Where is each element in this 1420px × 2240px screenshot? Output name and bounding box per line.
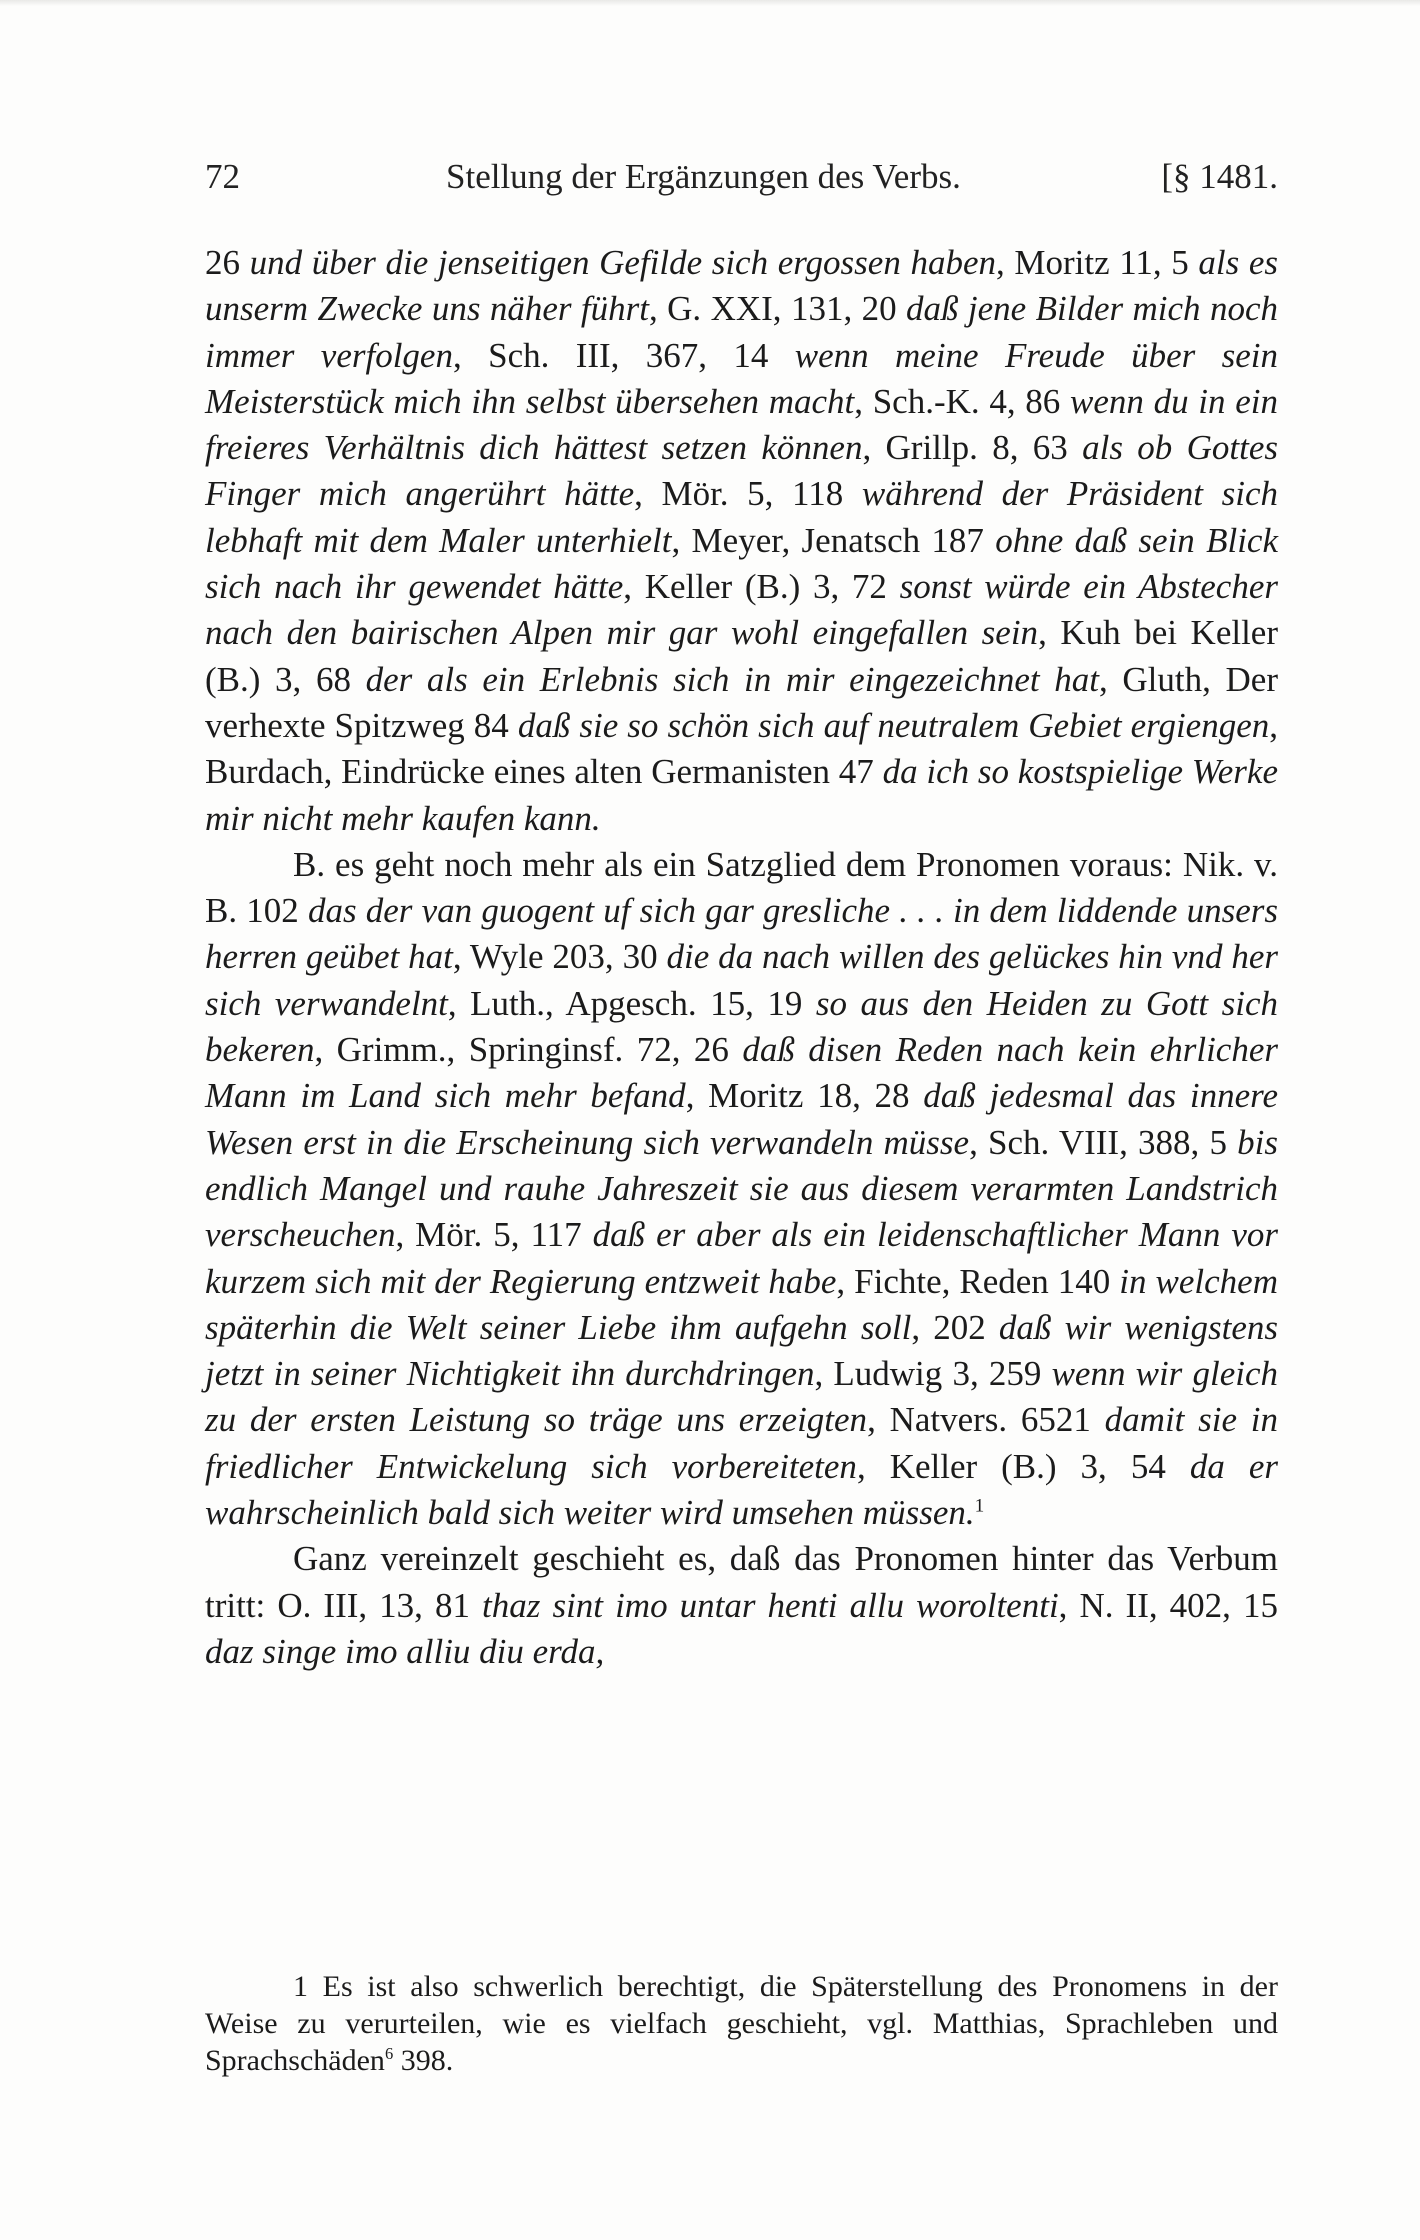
example-quote: da ich so kostspielige Werke mir nicht mehr kaufen kann. [205,752,1278,838]
text-run: , Sch. VIII, 388, 5 [969,1122,1238,1162]
text-run: , N. II, 402, 15 [1058,1585,1278,1625]
footnote-body: Es ist also schwerlich berechtigt, die Späterstellung des Pronomens in der Weise zu verurteilen, wie es vielfach geschieht, vgl. Matthias, Sprachleben und Sprachschäden [205,1970,1278,2077]
example-quote: während der Präsident sich lebhaft mit dem Maler unterhielt [205,474,1279,560]
example-quote: da er wahrscheinlich bald sich weiter wird umsehen müssen. [205,1446,1278,1533]
text-run: , Keller (B.) 3, 54 [856,1446,1190,1486]
paragraph-3 [205,1536,1278,1675]
example-quote: die da nach willen des gelückes hin vnd her sich verwandelnt [205,937,1279,1023]
text-run: , 202 [911,1307,999,1347]
text-run: , Sch. III, 367, 14 [452,335,795,375]
example-quote: bis endlich Mangel und rauhe Jahreszeit sie aus diesem verarmten Landstrich verscheuchen [205,1122,1278,1255]
example-quote: thaz sint imo untar henti allu woroltenti [482,1585,1059,1625]
text-run: , Keller (B.) 3, 72 [623,567,900,607]
scan-edge [0,0,1420,6]
example-quote: sonst würde ein Abstecher nach den bairischen Alpen mir gar wohl eingefallen sein [205,567,1278,653]
text-run: , Moritz 18, 28 [685,1076,924,1116]
example-quote: daß jene Bilder mich noch immer verfolgen [205,289,1278,375]
footnote [205,1968,1278,2079]
text-run: , Sch.-K. 4, 86 [854,381,1070,421]
text-run: 26 [205,243,250,282]
text-run: , Wyle 203, 30 [452,937,667,977]
text-run: , Fichte, Reden 140 [836,1261,1120,1301]
example-quote: das der van guogent uf sich gar gresliche . . . in dem liddende unsers herren geübet hat [205,891,1278,977]
footnote-marker: 1 [293,1970,308,2003]
text-run: , Luth., Apgesch. 15, 19 [447,983,816,1023]
text-run: , Grimm., Springinsf. 72, 26 [314,1030,743,1070]
edition-number: 6 [384,2044,394,2063]
example-quote: in welchem späterhin die Welt seiner Liebe ihm aufgehn soll [205,1261,1278,1347]
paragraph-1 [205,240,1278,842]
example-quote: daß er aber als ein leidenschaftlicher Mann vor kurzem sich mit der Regierung entzweit habe [205,1215,1279,1301]
text-run: , Natvers. 6521 [867,1400,1105,1440]
main-text [205,240,1278,1675]
example-quote: wenn du in ein freieres Verhältnis dich hättest setzen können [205,381,1278,468]
text-run: , Meyer, Jenatsch 187 [671,520,996,560]
example-quote: ohne daß sein Blick sich nach ihr gewendet hätte [205,520,1278,607]
text-run: , G. XXI, 131, 20 [648,289,907,329]
running-title: Stellung der Ergänzungen des Verbs. [446,157,961,196]
example-quote: als es unserm Zwecke uns näher führt [205,243,1278,329]
footnote-text [205,1968,1278,2079]
text-run: Ganz vereinzelt geschieht es, daß das Pronomen hinter das Verbum tritt: O. III, 13, 81 [205,1539,1278,1625]
text-run: , Mör. 5, 118 [634,474,862,514]
page-number: 72 [205,157,240,196]
footnote-ref: 1 [974,1495,985,1517]
example-quote: wenn wir gleich zu der ersten Leistung so träge uns erzeigten [205,1354,1278,1440]
footnote-page: 398. [393,2044,454,2077]
example-quote: daß sie so schön sich auf neutralem Gebiet ergiengen [517,705,1270,745]
text-run: , Moritz 11, 5 [995,243,1199,282]
text-run: , Kuh bei Keller (B.) 3, 68 [205,613,1278,699]
example-quote: daß jedesmal das innere Wesen erst in die Erscheinung sich verwandeln müsse [205,1076,1278,1162]
example-quote: wenn meine Freude über sein Meisterstück mich ihn selbst übersehen macht [205,335,1278,421]
text-run: , Burdach, Eindrücke eines alten Germanisten 47 [205,705,1278,792]
example-quote: der als ein Erlebnis sich in mir eingezeichnet hat [365,659,1100,699]
example-quote: als ob Gottes Finger mich angerührt hätte [205,428,1278,514]
example-quote: daß disen Reden nach kein ehrlicher Mann im Land sich mehr befand [205,1030,1278,1116]
text-run: , Mör. 5, 117 [395,1215,593,1255]
text-run: , Ludwig 3, 259 [814,1354,1052,1394]
text-run: B. es geht noch mehr als ein Satzglied dem Pronomen voraus: Nik. v. B. 102 [205,844,1278,931]
example-quote: und über die jenseitigen Gefilde sich ergossen haben [249,243,996,282]
text-run: , Gluth, Der verhexte Spitzweg 84 [205,659,1278,745]
example-quote: damit sie in friedlicher Entwickelung sich vorbereiteten [205,1400,1279,1486]
example-quote: so aus den Heiden zu Gott sich bekeren [205,983,1279,1070]
example-quote: daz singe imo alliu diu erda, [205,1631,605,1671]
example-quote: daß wir wenigstens jetzt in seiner Nichtigkeit ihn durchdringen [205,1307,1278,1394]
paragraph-2 [205,842,1278,1536]
text-run: , Grillp. 8, 63 [862,428,1083,468]
section-reference: [§ 1481. [1161,157,1278,196]
